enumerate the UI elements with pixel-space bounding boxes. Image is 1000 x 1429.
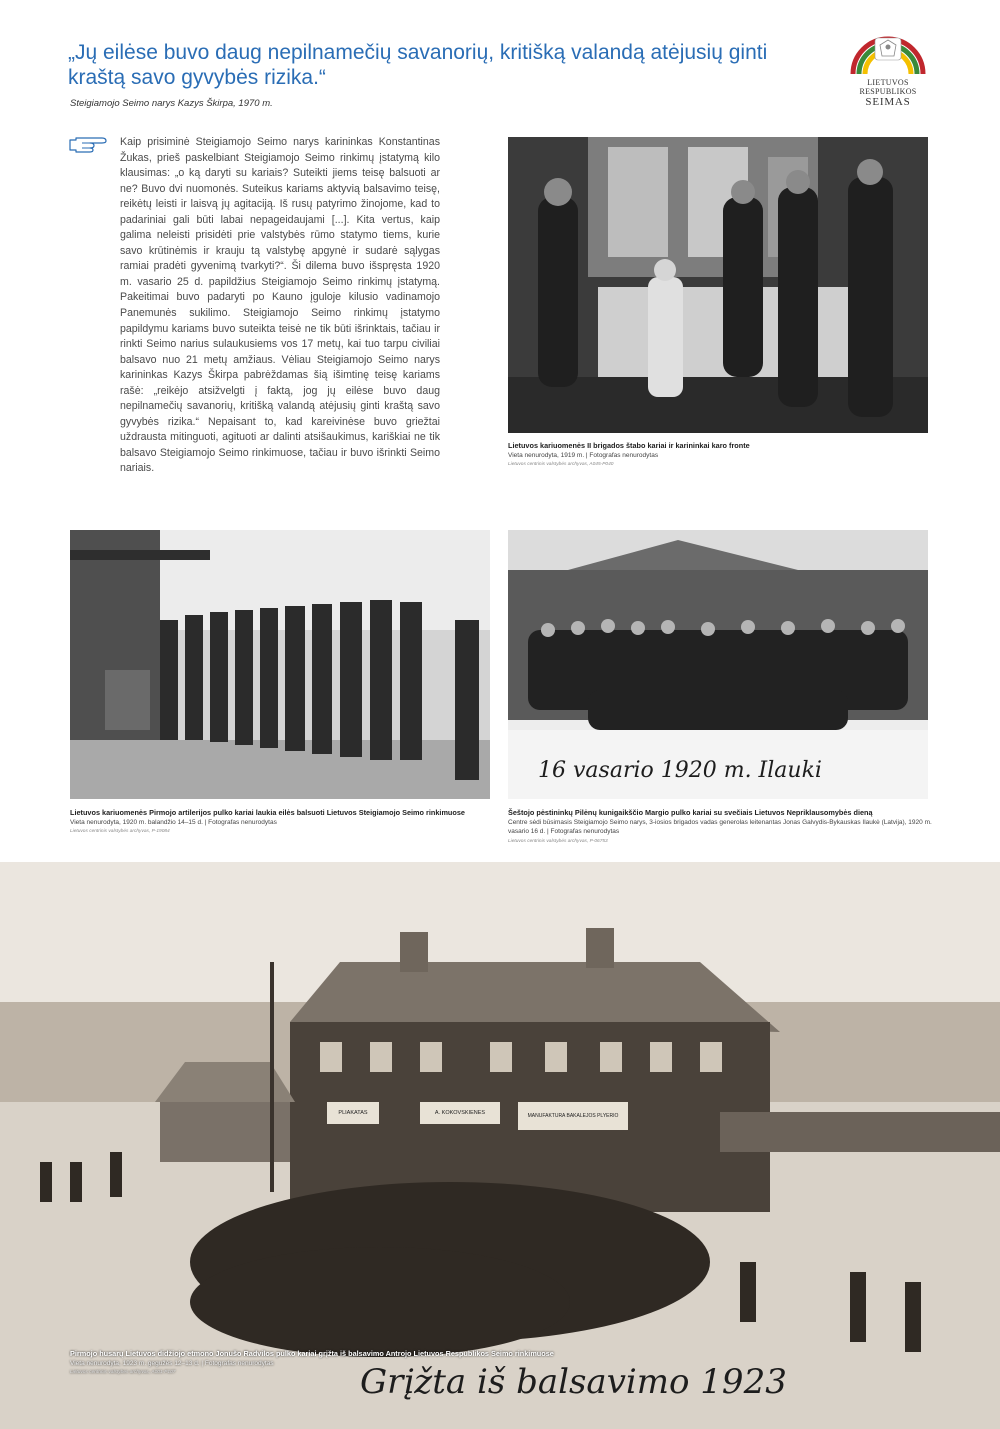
caption-photo-3 [508,808,938,846]
caption-photo-1 [508,441,928,470]
photo-4-handwriting: Grįžta iš balsavimo 1923 [360,1362,787,1402]
caption-4-subtitle: Vieta nenurodyta, 1923 m. gegužės 12–13 d. | Fotografas nenurodytas [70,1359,274,1367]
sign-left: PLIAKATAS [327,1102,379,1124]
caption-4-title: Pirmojo husarų Lietuvos didžiojo etmono Jonušo Radvilos pulko kariai grįžta iš balsavimo Antrojo Lietuvos Respublikos Seimo rinkimuose [70,1349,554,1358]
photo-3-handwriting: 16 vasario 1920 m. Ilauki [538,758,822,783]
caption-2-archive: Lietuvos centrinis valstybės archyvas, P-19084 [70,829,170,834]
seimas-logo [838,32,938,108]
pointing-hand-icon [68,134,108,161]
caption-3-subtitle: Centre sėdi būsimasis Steigiamojo Seimo narys, 3-iosios brigados vadas generolas leitenantas Jonas Galvydis-Bykauskas Ilaukė (Latvija), 1920 m. vasario 16 d. | Fotografas nenurodytas [508,818,932,835]
caption-3-title: Šeštojo pėstininkų Pilėnų kunigaikščio Margio pulko kariai su svečiais Lietuvos Nepriklausomybės dieną [508,808,873,817]
sign-middle: A. KOKOVSKIENES [420,1102,500,1124]
caption-1-subtitle: Vieta nenurodyta, 1919 m. | Fotografas nenurodytas [508,451,659,459]
caption-4-archive: Lietuvos centrinis valstybės archyvas, A001-P107 [70,1370,176,1375]
logo-line-2: SEIMAS [865,96,911,108]
photo-brigade-staff [508,137,928,433]
page-quote: „Jų eilėse buvo daug nepilnamečių savanorių, kritišką valandą atėjusių ginti kraštą savo gyvybės rizika.“ [68,41,768,89]
photo-hussars-returning [0,862,1000,1429]
caption-photo-2 [70,808,500,837]
caption-2-title: Lietuvos kariuomenės Pirmojo artilerijos pulko kariai laukia eilės balsuoti Lietuvos Steigiamojo Seimo rinkimuose [70,808,465,817]
logo-line-1: LIETUVOS RESPUBLIKOS [859,78,917,96]
caption-1-title: Lietuvos kariuomenės II brigados štabo kariai ir karininkai karo fronte [508,441,750,450]
photo-artillery-queue [70,530,490,799]
caption-3-archive: Lietuvos centrinis valstybės archyvas, P-06753 [508,838,608,844]
body-text: Kaip prisiminė Steigiamojo Seimo narys karininkas Konstantinas Žukas, prieš paskelbiant Steigiamojo Seimo rinkimų įstatymą kilo klausimas: „o ką daryti su kariais? Suteikti jiems teisę balsuoti ar ne? Buvo dvi nuomonės. Suteikus kariams aktyvią balsavimo teisę, reikėtų leisti ir laisvą jų agitaciją. Iš rusų patyrimo žinojome, kad to padariniai gali būti labai nepageidaujami [...]. Kita vertus, kaip galima neleisti prisidėti prie valstybės rūmo statymo tiems, kurie savo krūtinėmis ir krauju tą valstybę apgynė ir sudarė sąlygas ramiai pradėti gyvenimą tvarkyti?“. Ši dilema buvo išspręsta 1920 m. vasario 25 d. papildžius Steigiamojo Seimo rinkimų įstatymą. Pakeitimai buvo padaryti po Kauno įguloje kilusio vadinamojo Panemunės sukilimo. Steigiamojo Seimo rinkimų įstatymo papildymu kariams buvo suteikta teisė ne tik būti išrinktais, tačiau ir rinkti Seimo narius sulaukusiems vos 17 metų, kai tuo tarpu civiliai balsavo nuo 21 metų amžiaus. Vėliau Steigiamojo Seimo narys karininkas Kazys Škirpa pabrėždamas šią išimtinę teisę kariams rašė: „reikėjo atsižvelgti į faktą, jog jų eilėse buvo daug nepilnamečių savanorių, kritišką valandą atėjusių ginti kraštą savo gyvybės rizika.“ Nepaisant to, kad kareivinėse buvo griežtai uždrausta mitinguoti, agituoti ar dalinti atsišaukimus, kariškiai ne tik balsavo Steigiamojo Seimo rinkimuose, tačiau ir buvo išrinkti Seimo nariais. [120,136,440,475]
caption-1-archive: Lietuvos centrinis valstybės archyvas, A045-P040 [508,462,614,467]
seimas-emblem-icon [849,32,927,76]
caption-photo-4 [70,1349,630,1378]
sign-right: MANUFAKTURA BAKALEJOS PLYERIO [518,1102,628,1130]
quote-author: Steigiamojo Seimo narys Kazys Škirpa, 1970 m. [70,98,273,109]
photo-regiment-group [508,530,928,799]
caption-2-subtitle: Vieta nenurodyta, 1920 m. balandžio 14–15 d. | Fotografas nenurodytas [70,818,277,826]
